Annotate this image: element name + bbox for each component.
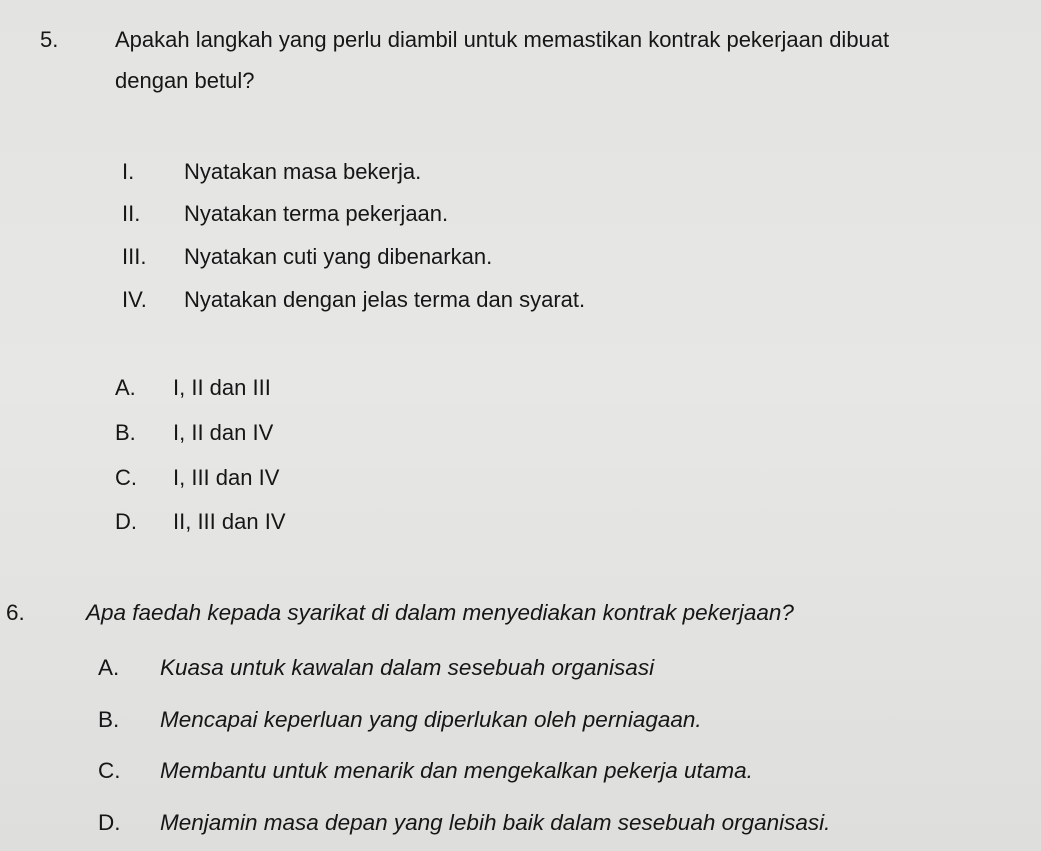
statement-text: Nyatakan cuti yang dibenarkan. [184,244,493,269]
option-text-d[interactable]: II, III dan IV [173,509,286,534]
question-text-line-1: Apa faedah kepada syarikat di dalam menyediakan kontrak pekerjaan? [86,600,794,625]
question-number: 5. [40,27,59,52]
question-text-line-2: dengan betul? [115,68,255,93]
option-text-c[interactable]: I, III dan IV [173,465,280,490]
option-text-c[interactable]: Membantu untuk menarik dan mengekalkan pekerja utama. [160,758,753,783]
statement-number: II. [122,201,141,226]
option-letter-a[interactable]: A. [98,655,120,680]
statement-number: IV. [122,287,147,312]
option-letter-d[interactable]: D. [98,810,121,835]
option-letter-d[interactable]: D. [115,509,137,534]
option-letter-b[interactable]: B. [115,420,136,445]
option-text-a[interactable]: I, II dan III [173,375,271,400]
statement-number: I. [122,159,135,184]
option-text-b[interactable]: Mencapai keperluan yang diperlukan oleh perniagaan. [160,707,702,732]
option-letter-a[interactable]: A. [115,375,136,400]
option-text-d[interactable]: Menjamin masa depan yang lebih baik dalam sesebuah organisasi. [160,810,831,835]
question-text-line-1: Apakah langkah yang perlu diambil untuk memastikan kontrak pekerjaan dibuat [115,27,890,52]
option-letter-c[interactable]: C. [115,465,137,490]
option-text-b[interactable]: I, II dan IV [173,420,274,445]
option-letter-b[interactable]: B. [98,707,120,732]
statement-number: III. [122,244,147,269]
statement-text: Nyatakan terma pekerjaan. [184,201,449,226]
option-letter-c[interactable]: C. [98,758,121,783]
statement-text: Nyatakan dengan jelas terma dan syarat. [184,287,586,312]
option-text-a[interactable]: Kuasa untuk kawalan dalam sesebuah organisasi [160,655,655,680]
statement-text: Nyatakan masa bekerja. [184,159,422,184]
question-number: 6. [6,600,25,625]
